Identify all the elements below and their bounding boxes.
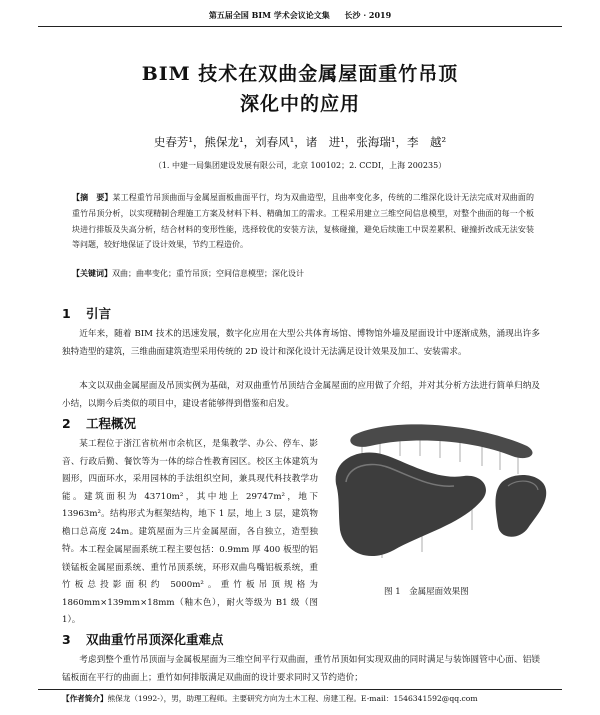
- running-header: [0, 10, 600, 21]
- roof-panel-back: [350, 424, 532, 458]
- paper-title-line2: 深化中的应用: [239, 93, 360, 115]
- section-1-paragraph-2: 本文以双曲金属屋面及吊顶实例为基础，对双曲重竹吊顶结合金属屋面的应用做了介绍，并对其分析方法进行简单归纳及小结，以期今后类似的项目中，建设者能够得到借鉴和启发。: [62, 381, 540, 409]
- author-note-text: 熊保龙（1992-），男，助理工程师。主要研究方向为土木工程、房建工程。E-mail：1546341592@qq.com: [107, 694, 478, 703]
- figure-1-caption: 图 1 金属屋面效果图: [384, 587, 469, 597]
- section-3-paragraph-1: 考虑到整个重竹吊顶面与金属板屋面为三维空间平行双曲面，重竹吊顶如何实现双曲的同时满足与装饰圆管中心面、铝镁锰板面在平行的曲面上；重竹如何排版满足双曲面的设计要求同时又节约造价；: [62, 655, 540, 683]
- section-1-number: 1: [62, 306, 71, 321]
- abstract-label: 【摘 要】: [72, 193, 113, 202]
- keywords-text: 双曲；曲率变化；重竹吊顶；空间信息模型；深化设计: [112, 269, 304, 278]
- abstract: [72, 190, 534, 253]
- author-note: [62, 693, 540, 704]
- section-3-heading: [62, 630, 224, 648]
- section-1-paragraph-1: 近年来，随着 BIM 技术的迅速发展，数字化应用在大型公共体育场馆、博物馆外墙及屋面设计中逐渐成熟，涌现出许多独特造型的建筑，三维曲面建筑造型采用传统的 2D 设计和深化设计无法满足设计效果及加工、安装需求。: [62, 329, 540, 357]
- section-2-heading: [62, 414, 136, 432]
- figure-1-roof-rendering: [322, 412, 552, 572]
- location-year: 长沙 · 2019: [344, 10, 392, 20]
- journal-name: 第五届全国 BIM 学术会议论文集: [208, 10, 330, 20]
- author-list: 史春芳¹，熊保龙¹，刘春风¹，诸 进¹，张海瑞¹，李 越²: [153, 135, 447, 149]
- section-3-number: 3: [62, 632, 71, 647]
- header-rule: [38, 26, 562, 27]
- roof-panel-right: [496, 475, 547, 537]
- keywords-label: 【关键词】: [72, 269, 112, 278]
- roof-panel-left: [336, 452, 486, 556]
- section-1-heading: [62, 304, 111, 322]
- section-2-paragraph-2: 本工程金属屋面系统工程主要包括：0.9mm 厚 400 板型的铝镁锰板金属屋面系统、重竹吊顶系统，环形双曲鸟嘴铝板系统，重竹板总投影面积约 5000m²。重竹板吊顶规格为 1860mm×139mm×18mm（釉木色），耐火等级为 B1 级（图 1）。: [62, 545, 318, 625]
- section-2-title: 工程概况: [86, 416, 137, 431]
- section-3-title: 双曲重竹吊顶深化重难点: [86, 632, 224, 647]
- section-2-paragraph-1: 某工程位于浙江省杭州市余杭区，是集教学、办公、停车、影音、行政后勤、餐饮等为一体的综合性教育园区。校区主体建筑为圆形，四面环水，采用园林的手法组织空间，兼具现代科技教学功能。建筑面积为 43710m²，其中地上 29747m²，地下 13963m²。结构形式为框架结构，地下 1 层，地上 3 层，建筑物檐口总高度 24m。建筑屋面为三片金属屋面，各自独立，造型独特。: [62, 439, 318, 554]
- paper-title-line1: BIM 技术在双曲金属屋面重竹吊顶: [141, 63, 459, 85]
- section-2-number: 2: [62, 416, 71, 431]
- section-1-title: 引言: [86, 306, 112, 321]
- affiliation: （1. 中建一局集团建设发展有限公司，北京 100102；2. CCDI，上海 200235）: [153, 161, 447, 170]
- footer-rule: [38, 689, 562, 690]
- abstract-text: 某工程重竹吊顶曲面与金属屋面板曲面平行，均为双曲造型，且曲率变化多，传统的二维深化设计无法完成对双曲面的重竹吊顶分析，以实现精制合理施工方案及材料下料、精确加工的需求。工程采用建立三维空间信息模型，对整个曲面的每一个板块进行排版及失高分析，结合材料的变形性能，选择较优的安装方法，复核碰撞，避免后续施工中误差累积、碰撞折改成无法安装等问题，较好地保证了设计效果，节约工程造价。: [72, 193, 535, 250]
- keywords: [72, 266, 534, 282]
- author-note-label: 【作者简介】: [62, 694, 108, 703]
